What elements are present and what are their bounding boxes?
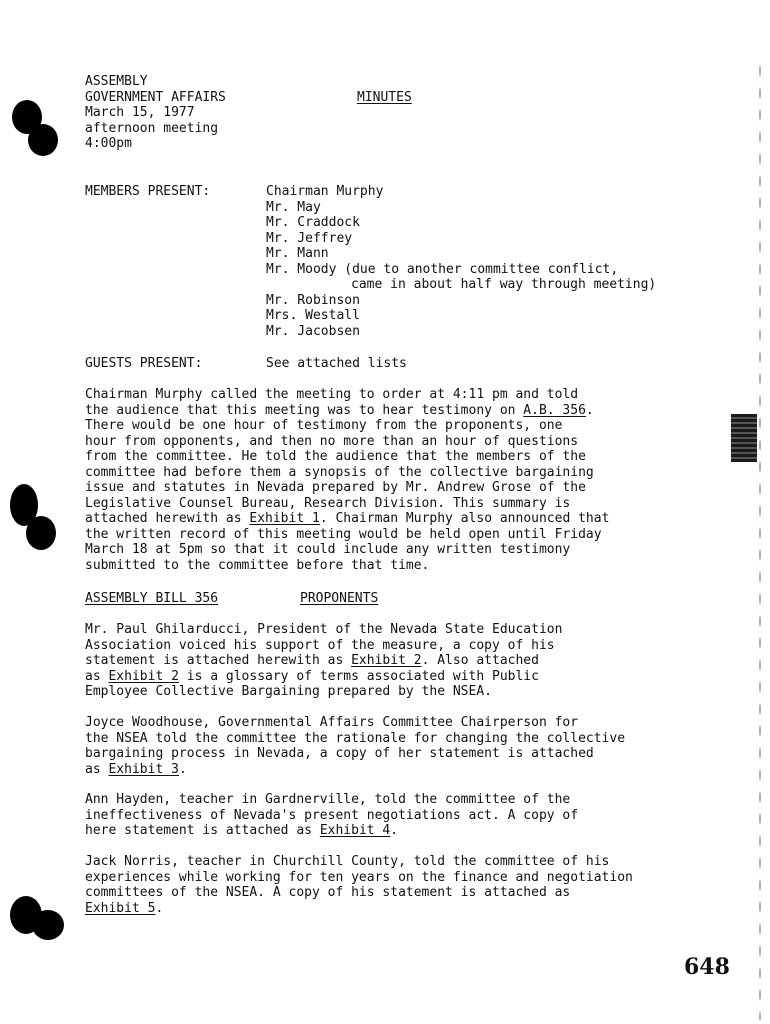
member-name: Mr. Jacobsen	[266, 323, 360, 339]
document-header	[85, 74, 226, 152]
intro-text: . There would be one hour of testimony from the proponents, one hour from opponents, and then no more than an hour of questions from the committee. He told the audience that the members of the committee had before them a synopsis of the collective bargaining issue and statutes in Nevada prepared by Mr. Andrew Grose of the Legislative Counsel Bureau, Research Division. This summary is attached herewith as	[85, 402, 594, 526]
guests-label: GUESTS PRESENT:	[85, 356, 203, 371]
exhibit-2-ref: Exhibit 2	[351, 653, 422, 668]
members-label: MEMBERS PRESENT:	[85, 184, 211, 199]
header-line: ASSEMBLY	[85, 74, 148, 89]
proponents-heading: PROPONENTS	[300, 591, 379, 606]
exhibit-4-ref: Exhibit 4	[319, 823, 391, 838]
header-line: GOVERNMENT AFFAIRS	[85, 89, 226, 105]
woodhouse-paragraph	[85, 715, 735, 777]
intro-text: . Chairman Murphy also announced that the written record of this meeting would be held open until Friday March 18 at 5pm so that it could include any written testimony submitted to the committee before that time.	[85, 511, 610, 573]
binder-hole-middle-lower	[26, 516, 56, 550]
header-line: 4:00pm	[85, 136, 132, 151]
paragraph-text: is a glossary of terms associated with Public Employee Collective Bargaining prepared by the NSEA.	[85, 668, 539, 699]
norris-paragraph	[85, 854, 735, 916]
ghilarducci-paragraph	[85, 622, 735, 700]
member-name: Mr. May	[266, 199, 321, 215]
member-name: Mr. Jeffrey	[266, 230, 353, 246]
minutes-title: MINUTES	[357, 90, 412, 105]
members-list	[266, 184, 656, 339]
member-name: Mr. Mann	[266, 246, 329, 261]
paragraph-text: .	[155, 900, 164, 916]
paragraph-text: Joyce Woodhouse, Governmental Affairs Committee Chairperson for the NSEA told the committee the rationale for changing the collective bargaining process in Nevada, a copy of her statement is attached as	[85, 715, 626, 777]
intro-paragraph	[85, 387, 735, 573]
binder-hole-bottom-right	[32, 910, 64, 940]
paragraph-text: Mr. Paul Ghilarducci, President of the Nevada State Education Association voiced his support of the measure, a copy of his statement is attached herewith as	[85, 622, 563, 668]
member-name: Mr. Robinson	[266, 292, 360, 308]
paragraph-text: Ann Hayden, teacher in Gardnerville, told the committee of the ineffectiveness of Nevada's present negotiations act. A copy of here statement is attached as	[85, 792, 579, 838]
paragraph-text: . Also attached as	[85, 653, 539, 684]
hayden-paragraph	[85, 792, 735, 839]
binder-hole-top-lower	[28, 124, 58, 156]
member-note: came in about half way through meeting)	[351, 277, 657, 292]
member-name: Mrs. Westall	[266, 308, 360, 323]
paragraph-text: Jack Norris, teacher in Churchill County, told the committee of his experiences while working for ten years on the finance and negotiation committees of the NSEA. A copy of his statement is attached as	[85, 854, 633, 900]
intro-text: Chairman Murphy called the meeting to order at 4:11 pm and told the audience that this meeting was to hear testimony on	[85, 387, 579, 418]
exhibit-5-ref: Exhibit 5	[85, 900, 156, 916]
exhibit-2-ref: Exhibit 2	[108, 668, 179, 684]
member-name: Mr. Craddock	[266, 215, 360, 230]
page-number: 648	[684, 954, 730, 980]
paragraph-text: .	[390, 823, 399, 838]
paragraph-text: .	[178, 761, 187, 777]
header-line: March 15, 1977	[85, 105, 195, 120]
bill-heading: ASSEMBLY BILL 356	[85, 591, 219, 606]
exhibit-3-ref: Exhibit 3	[108, 761, 179, 777]
header-line: afternoon meeting	[85, 120, 219, 136]
member-name: Mr. Moody (due to another committee conflict,	[266, 261, 619, 277]
exhibit-1-ref: Exhibit 1	[249, 511, 320, 526]
member-name: Chairman Murphy	[266, 184, 384, 199]
ab356-link: A.B. 356	[523, 402, 586, 418]
guests-value: See attached lists	[266, 356, 407, 371]
page-edge-marks	[758, 60, 762, 1020]
